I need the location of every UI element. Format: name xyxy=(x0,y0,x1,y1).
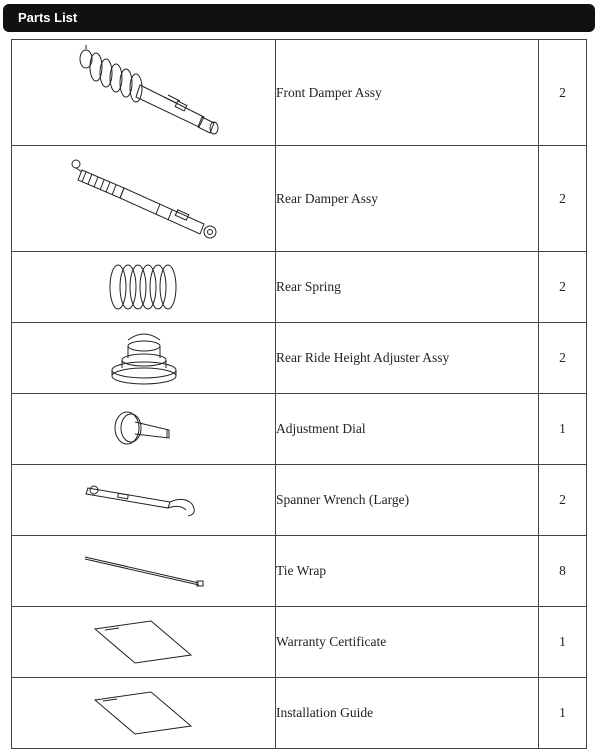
table-row xyxy=(12,40,587,146)
parts-table xyxy=(11,39,587,749)
part-name: Rear Ride Height Adjuster Assy xyxy=(276,323,539,394)
height-adjuster-icon xyxy=(104,328,184,388)
table-row xyxy=(12,252,587,323)
part-name: Front Damper Assy xyxy=(276,40,539,146)
front-damper-icon xyxy=(64,45,224,141)
section-title: Parts List xyxy=(3,4,595,32)
table-row xyxy=(12,536,587,607)
table-row xyxy=(12,678,587,749)
part-quantity: 2 xyxy=(539,40,587,146)
part-quantity: 1 xyxy=(539,678,587,749)
rear-damper-icon xyxy=(64,154,224,244)
part-quantity: 8 xyxy=(539,536,587,607)
part-name: Rear Damper Assy xyxy=(276,146,539,252)
part-name: Installation Guide xyxy=(276,678,539,749)
part-name: Tie Wrap xyxy=(276,536,539,607)
table-row xyxy=(12,394,587,465)
part-illustration-cell xyxy=(12,146,276,252)
installation-guide-icon xyxy=(89,688,199,738)
table-row xyxy=(12,323,587,394)
table-row xyxy=(12,146,587,252)
part-quantity: 2 xyxy=(539,146,587,252)
part-illustration-cell xyxy=(12,323,276,394)
part-quantity: 2 xyxy=(539,323,587,394)
table-row xyxy=(12,607,587,678)
part-illustration-cell xyxy=(12,394,276,465)
spring-icon xyxy=(104,259,184,315)
part-name: Spanner Wrench (Large) xyxy=(276,465,539,536)
part-illustration-cell xyxy=(12,536,276,607)
table-row xyxy=(12,465,587,536)
warranty-certificate-icon xyxy=(89,617,199,667)
part-name: Rear Spring xyxy=(276,252,539,323)
part-illustration-cell xyxy=(12,607,276,678)
part-quantity: 2 xyxy=(539,465,587,536)
adjustment-dial-icon xyxy=(109,404,179,454)
spanner-wrench-icon xyxy=(84,480,204,520)
part-illustration-cell xyxy=(12,252,276,323)
part-quantity: 1 xyxy=(539,607,587,678)
part-illustration-cell xyxy=(12,465,276,536)
part-name: Adjustment Dial xyxy=(276,394,539,465)
part-illustration-cell xyxy=(12,678,276,749)
part-illustration-cell xyxy=(12,40,276,146)
part-quantity: 2 xyxy=(539,252,587,323)
tie-wrap-icon xyxy=(79,551,209,591)
part-quantity: 1 xyxy=(539,394,587,465)
part-name: Warranty Certificate xyxy=(276,607,539,678)
